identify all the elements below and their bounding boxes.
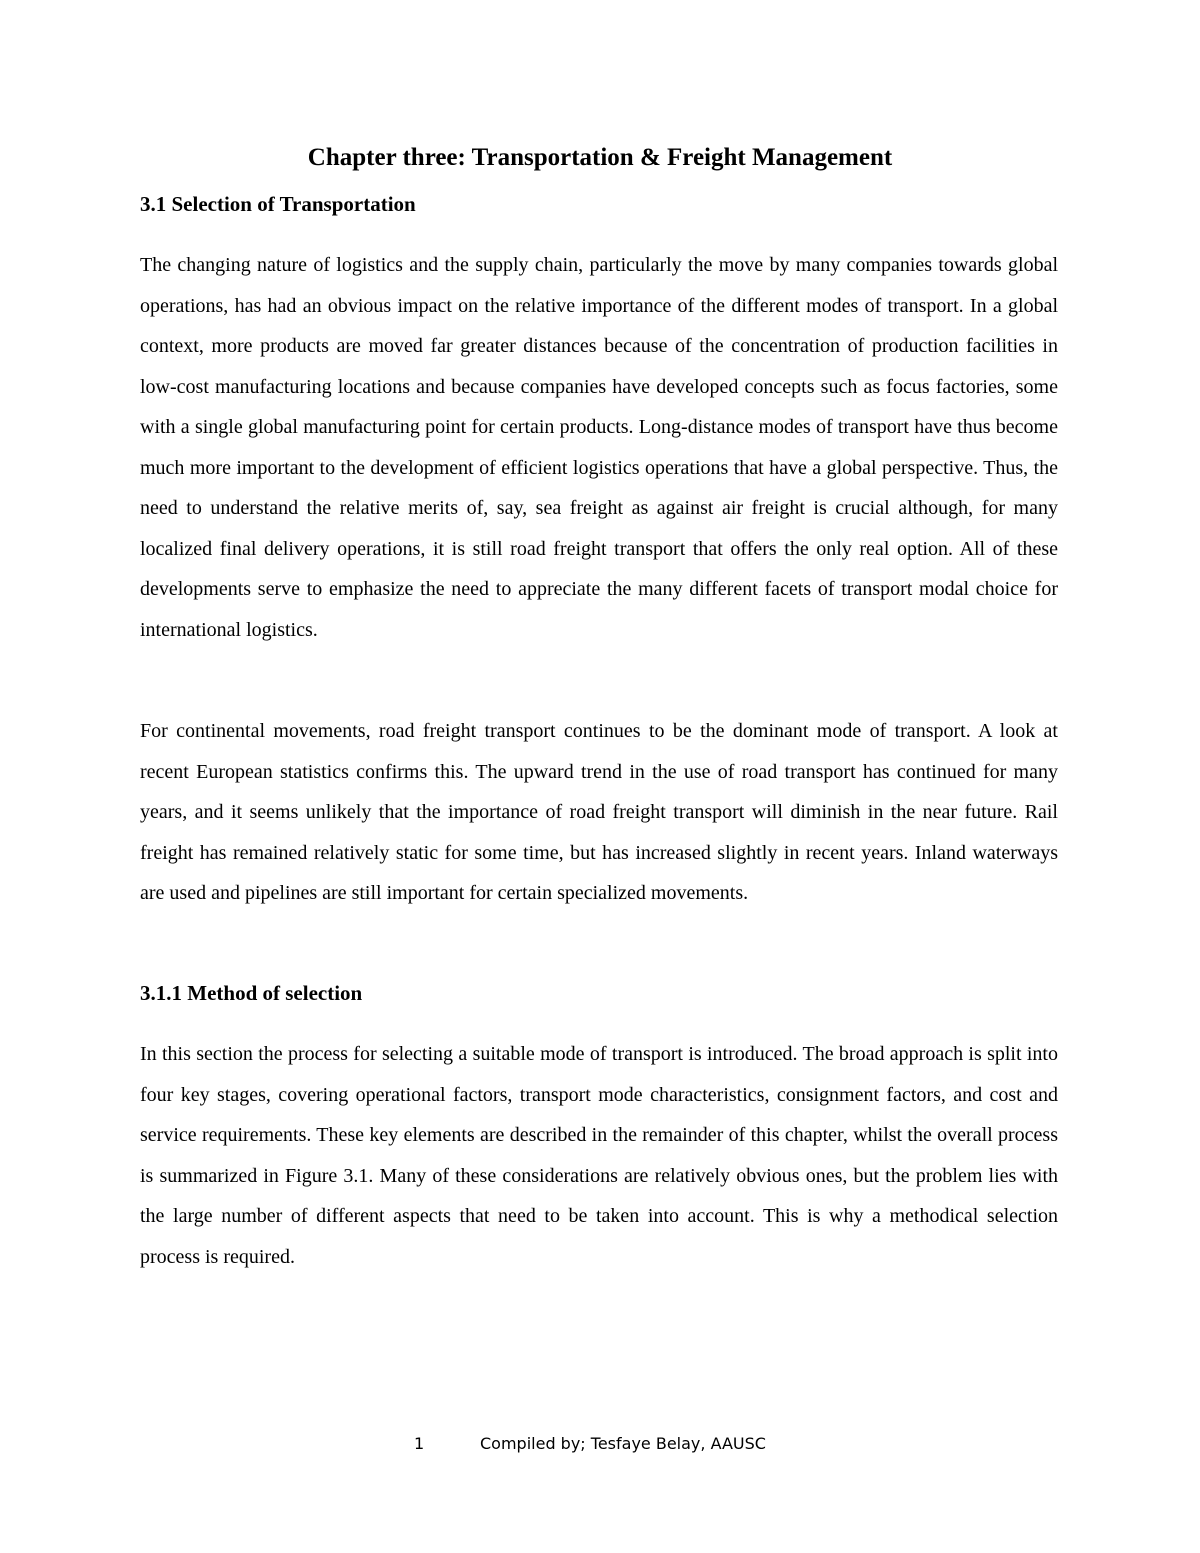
paragraph-global-transport: The changing nature of logistics and the supply chain, particularly the move by many companies towards global operations, has had an obvious impact on the relative importance of the different modes of transport. In a global context, more products are moved far greater distances because of the concentration of production facilities in low-cost manufacturing locations and because companies have developed concepts such as focus factories, some with a single global manufacturing point for certain products. Long-distance modes of transport have thus become much more important to the development of efficient logistics operations that have a global perspective. Thus, the need to understand the relative merits of, say, sea freight as against air freight is crucial although, for many localized final delivery operations, it is still road freight transport that offers the only real option. All of these developments serve to emphasize the need to appreciate the many different facets of transport modal choice for international logistics.	[140, 254, 1058, 641]
chapter-title: Chapter three: Transportation & Freight Management	[307, 144, 893, 171]
compiled-by-credit: Compiled by; Tesfaye Belay, AAUSC	[480, 1434, 766, 1453]
section-heading-3-1-1: 3.1.1 Method of selection	[140, 981, 363, 1005]
page-number: 1	[414, 1434, 425, 1453]
section-heading-3-1: 3.1 Selection of Transportation	[140, 192, 416, 216]
paragraph-selection-method: In this section the process for selecting a suitable mode of transport is introduced. The broad approach is split into four key stages, covering operational factors, transport mode characteristics, consignment factors, and cost and service requirements. These key elements are described in the remainder of this chapter, whilst the overall process is summarized in Figure 3.1. Many of these considerations are relatively obvious ones, but the problem lies with the large number of different aspects that need to be taken into account. This is why a methodical selection process is required.	[140, 1043, 1058, 1268]
paragraph-continental-movements: For continental movements, road freight transport continues to be the dominant mode of transport. A look at recent European statistics confirms this. The upward trend in the use of road transport has continued for many years, and it seems unlikely that the importance of road freight transport will diminish in the near future. Rail freight has remained relatively static for some time, but has increased slightly in recent years. Inland waterways are used and pipelines are still important for certain specialized movements.	[140, 720, 1058, 904]
